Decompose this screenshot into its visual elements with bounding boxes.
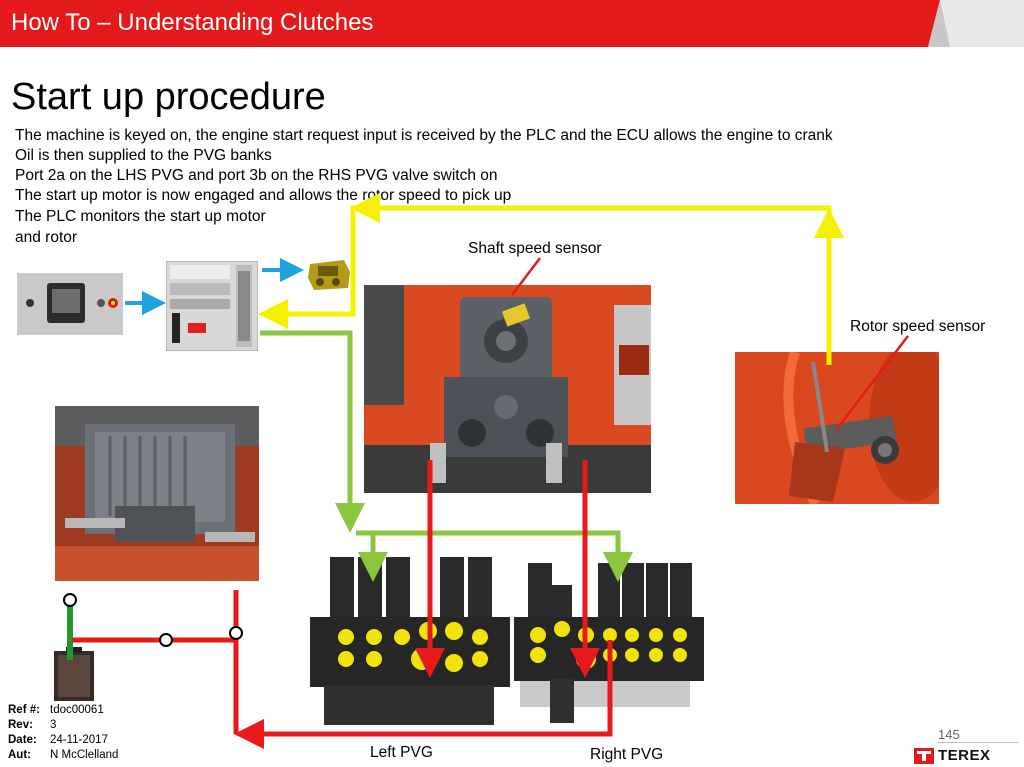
body-line-6: and rotor <box>15 229 78 246</box>
rotor-sensor-pointer <box>836 336 908 430</box>
body-line-3: Port 2a on the LHS PVG and port 3b on the RHS PVG valve switch on <box>15 167 498 184</box>
left-pvg-label: Left PVG <box>370 744 433 761</box>
body-line-5: The PLC monitors the start up motor <box>15 208 266 225</box>
terex-logo <box>914 747 991 764</box>
rotor-speed-sensor-label: Rotor speed sensor <box>850 318 986 335</box>
body-line-4: The start up motor is now engaged and allows the rotor speed to pick up <box>15 187 512 204</box>
rev-label: Rev: <box>8 719 33 731</box>
aut-label: Aut: <box>8 749 31 761</box>
rev-value: 3 <box>50 719 57 731</box>
restrictor-icon <box>160 634 172 646</box>
red-line-return <box>244 640 610 734</box>
green-line-plc-to-pvg <box>260 333 350 523</box>
date-value: 24-11-2017 <box>50 734 108 746</box>
shaft-speed-sensor-label: Shaft speed sensor <box>468 240 602 257</box>
slide-title: Start up procedure <box>11 76 326 118</box>
reference-block <box>8 703 118 763</box>
aut-value: N McClelland <box>50 749 119 761</box>
header-title: How To – Understanding Clutches <box>11 9 374 36</box>
shaft-sensor-pointer <box>512 258 540 295</box>
ref-value: tdoc00061 <box>50 704 104 716</box>
valve-symbol-icon <box>230 627 242 639</box>
check-valve-icon <box>64 594 76 606</box>
page-number: 145 <box>938 727 960 742</box>
ref-label: Ref #: <box>8 704 40 716</box>
terex-mark-icon <box>914 748 934 764</box>
footer-divider <box>938 742 1018 743</box>
green-line-split <box>356 533 618 572</box>
body-line-1: The machine is keyed on, the engine start request input is received by the PLC and the ECU allows the engine to crank <box>15 127 833 144</box>
right-pvg-label: Right PVG <box>590 746 664 763</box>
terex-logo-text: TEREX <box>938 747 991 764</box>
date-label: Date: <box>8 734 37 746</box>
body-line-2: Oil is then supplied to the PVG banks <box>15 147 272 164</box>
